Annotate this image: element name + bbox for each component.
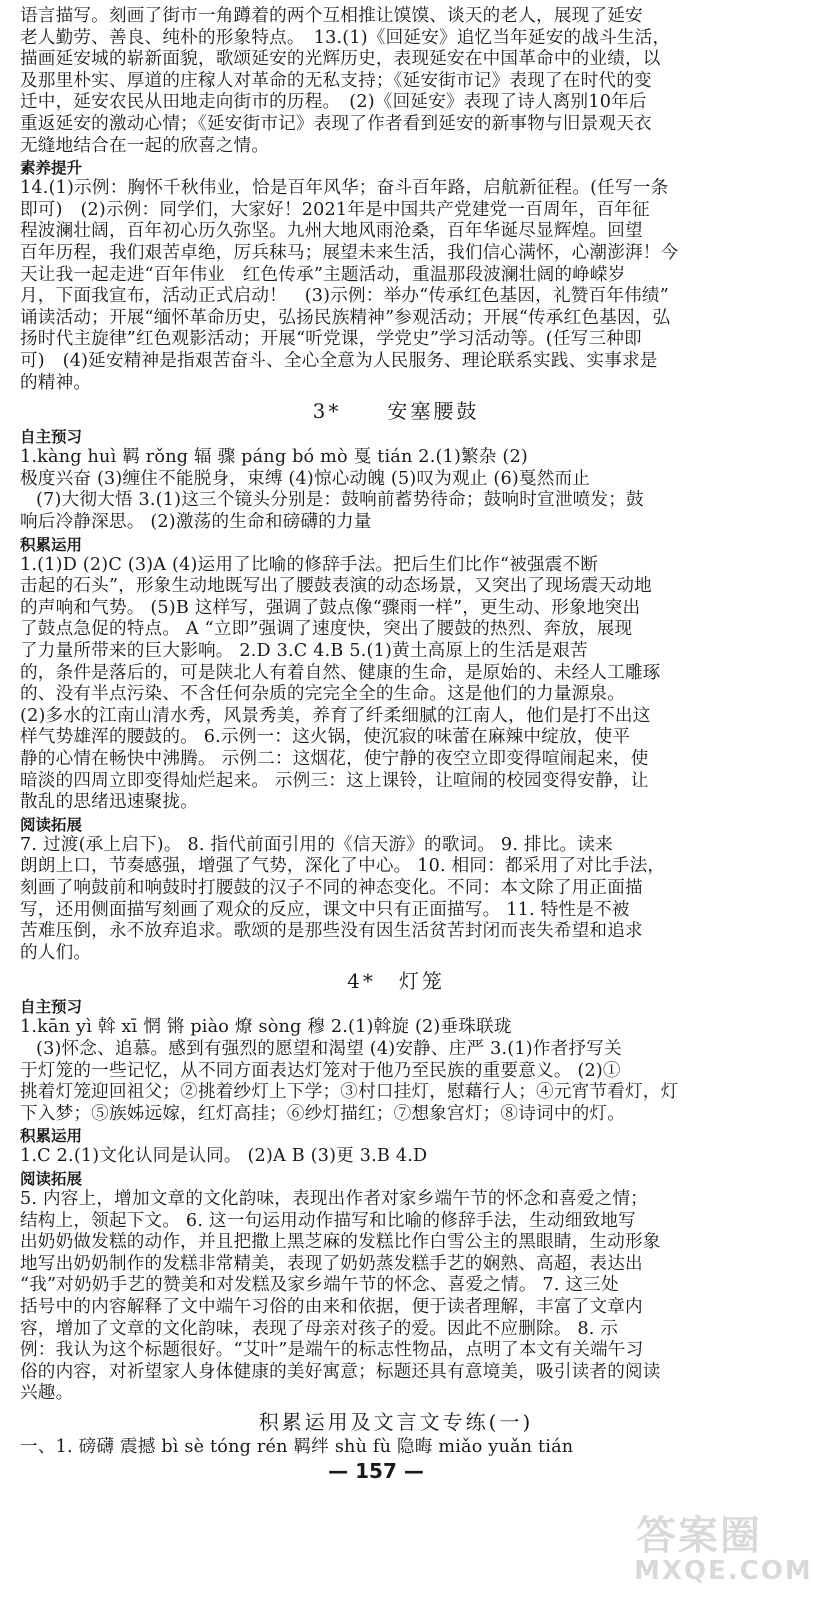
section-heading-suyang: 素养提升 [20,159,83,178]
text-line: 可) (4)延安精神是指艰苦奋斗、全心全意为人民服务、理论联系实践、实事求是 [20,351,658,371]
text-line: 刻画了响鼓前和响鼓时打腰鼓的汉子不同的神态变化。不同：本文除了用正面描 [20,878,643,898]
text-line: (7)大彻大悟 3.(1)这三个镜头分别是：鼓响前蓄势待命；鼓响时宣泄喷发；鼓 [36,490,644,511]
text-line: 天让我一起走进“百年伟业 红色传承”主题活动，重温那段波澜壮阔的峥嵘岁 [20,264,626,285]
section-heading-preview: 自主预习 [20,998,83,1017]
text-line: 静的心情在畅快中沸腾。 示例二：这烟花，使宁静的夜空立即变得喧闹起来，使 [20,749,649,769]
text-line: 的人们。 [20,942,92,963]
section-heading-preview: 自主预习 [20,428,83,447]
text-line: (2)多水的江南山清水秀，风景秀美，养育了纤柔细腻的江南人，他们是打不出这 [20,705,651,726]
text-line: 暗淡的四周立即变得灿烂起来。 示例三：这上课铃，让喧闹的校园变得安静，让 [20,770,649,791]
text-line: 挑着灯笼迎回祖父；②挑着纱灯上下学；③村口挂灯，慰藉行人；④元宵节看灯，灯 [20,1082,679,1103]
lesson-title-denglong: 4* 灯笼 [347,969,445,994]
text-line: 极度兴奋 (3)缠住不能脱身，束缚 (4)惊心动魄 (5)叹为观止 (6)戛然而止 [20,468,591,489]
text-line: 苦难压倒，永不放弃追求。歌颂的是那些没有因生活贫苦封闭而丧失希望和追求 [20,921,643,942]
text-line: 朗朗上口，节奏感强，增强了气势，深化了中心。 10. 相同：都采用了对比手法， [20,856,666,877]
section-title-final: 积累运用及文言文专练(一) [258,1410,534,1434]
text-line: “我”对奶奶手艺的赞美和对发糕及家乡端午节的怀念、喜爱之情。 7. 这三处 [20,1275,619,1296]
text-line: 无缝地结合在一起的欣喜之情。 [20,135,270,156]
watermark-cn: 答案圈 [636,1513,762,1559]
text-line: 扬时代主旋律”红色观影活动；开展“听党课，学党史”学习活动等。(任写三种即 [20,329,642,350]
lesson-title-ansai: 3* 安塞腰鼓 [312,399,480,424]
text-line: 兴趣。 [20,1383,74,1404]
section-heading-practice: 积累运用 [20,1127,83,1146]
text-line: 写，还用侧面描写刻画了观众的反应，课文中只有正面描写。 11. 特性是不被 [20,899,630,920]
watermark-en: MXQE.COM [634,1556,813,1586]
text-line: 下入梦；⑤族姊远嫁，红灯高挂；⑥纱灯描红；⑦想象宫灯；⑧诗词中的灯。 [20,1103,625,1124]
text-line: 及那里朴实、厚道的庄稼人对革命的无私支持；《延安街市记》表现了在时代的变 [20,70,652,91]
text-line: 月，下面我宣布，活动正式启动！ (3)示例：举办“传承红色基因，礼赞百年伟绩” [20,286,669,307]
text-line: 1.kàng huì 羁 rǒng 辐 骤 páng bó mò 戛 tián 2.(1)繁杂 (2) [20,447,528,468]
text-line: 了力量所带来的巨大影响。 2.D 3.C 4.B 5.(1)黄土高原上的生活是艰苦 [20,641,588,661]
text-line: 程波澜壮阔，百年初心历久弥坚。九州大地风雨沧桑，百年华诞尽显辉煌。回望 [20,221,643,242]
text-line: 7. 过渡(承上启下)。 8. 指代前面引用的《信天游》的歌词。 9. 排比。读来 [20,834,613,855]
text-line: 出奶奶做发糕的动作，并且把撒上黑芝麻的发糕比作白雪公主的黑眼睛，生动形象 [20,1232,661,1253]
section-heading-reading: 阅读拓展 [20,1170,83,1188]
text-line: 老人勤劳、善良、纯朴的形象特点。 13.(1)《回延安》追忆当年延安的战斗生活， [20,27,671,48]
section-heading-practice: 积累运用 [20,535,83,554]
text-line: 于灯笼的一些记忆，从不同方面表达灯笼对于他乃至民族的重要意义。 (2)① [20,1060,621,1081]
text-line: 的声响和气势。 (5)B 这样写，强调了鼓点像“骤雨一样”，更生动、形象地突出 [20,597,641,618]
text-line: 语言描写。刻画了街市一角蹲着的两个互相推让馍馍、谈天的老人，展现了延安 [20,6,643,26]
text-line: 迁中，延安农民从田地走向街市的历程。 (2)《回延安》表现了诗人离别10年后 [20,92,647,113]
text-line: 1.(1)D (2)C (3)A (4)运用了比喻的修辞手法。把后生们比作“被强震不断 [20,554,599,575]
text-line: 结构上，领起下文。 6. 这一句运用动作描写和比喻的修辞手法，生动细致地写 [20,1210,636,1231]
text-line: 响后冷静深思。 (2)激荡的生命和磅礴的力量 [20,512,372,532]
text-line: 的，条件是落后的，可是陕北人有着自然、健康的生命，是原始的、未经人工雕琢 [20,662,661,683]
text-line: 描画延安城的崭新面貌，歌颂延安的光辉历史，表现延安在中国革命中的业绩，以 [20,49,661,70]
text-line: 14.(1)示例：胸怀千秋伟业，恰是百年风华；奋斗百年路，启航新征程。(任写一条 [20,178,669,199]
text-line: 一、1. 磅礴 震撼 bì sè tóng rén 羁绊 shù fù 隐晦 miǎo yuǎn tián [20,1437,574,1457]
text-line: (3)怀念、追慕。感到有强烈的愿望和渴望 (4)安静、庄严 3.(1)作者抒写关 [36,1039,622,1059]
text-line: 俗的内容，对祈望家人身体健康的美好寓意；标题还具有意境美，吸引读者的阅读 [20,1361,661,1382]
text-line: 1.kān yì 斡 xī 惘 锵 piào 燎 sòng 穆 2.(1)斡旋 (2)垂珠联珑 [20,1017,512,1038]
text-line: 百年历程，我们艰苦卓绝，厉兵秣马；展望未来生活，我们信心满怀，心潮澎湃！今 [20,243,679,263]
section-heading-reading: 阅读拓展 [20,815,83,834]
text-line: 括号中的内容解释了文中端午习俗的由来和依据，便于读者理解，丰富了文章内 [20,1297,643,1317]
text-line: 样气势雄浑的腰鼓的。 6.示例一：这火锅，使沉寂的味蕾在麻辣中绽放，使平 [20,727,631,748]
text-line: 容，增加了文章的文化韵味，表现了母亲对孩子的爱。因此不应删除。 8. 示 [20,1318,619,1339]
text-line: 散乱的思绪迅速聚拢。 [20,792,198,813]
text-line: 的精神。 [20,372,92,393]
text-line: 1.C 2.(1)文化认同是认同。 (2)A B (3)更 3.B 4.D [20,1146,428,1167]
text-line: 的、没有半点污染、不含任何杂质的完完全全的生命。这是他们的力量源泉。 [20,684,625,705]
text-line: 重返延安的激动心情；《延安街市记》表现了作者看到延安的新事物与旧景观天衣 [20,114,652,134]
text-line: 5. 内容上，增加文章的文化韵味，表现出作者对家乡端午节的怀念和喜爱之情； [20,1189,648,1209]
text-line: 击起的石头”，形象生动地既写出了腰鼓表演的动态场景，又突出了现场震天动地 [20,576,652,597]
watermark-logo [628,1500,813,1592]
text-line: 了鼓点急促的特点。 A “立即”强调了速度快，突出了腰鼓的热烈、奔放，展现 [20,619,633,640]
text-line: 地写出奶奶制作的发糕非常精美，表现了奶奶蒸发糕手艺的娴熟、高超，表达出 [20,1253,643,1274]
text-line: 即可) (2)示例：同学们，大家好！2021年是中国共产党建党一百周年，百年征 [20,199,650,220]
text-line: 例：我认为这个标题很好。“艾叶”是端午的标志性物品，点明了本文有关端午习 [20,1340,644,1361]
text-line: 诵读活动；开展“缅怀革命历史，弘扬民族精神”参观活动；开展“传承红色基因，弘 [20,307,671,328]
page-number: — 157 — [328,1458,424,1483]
